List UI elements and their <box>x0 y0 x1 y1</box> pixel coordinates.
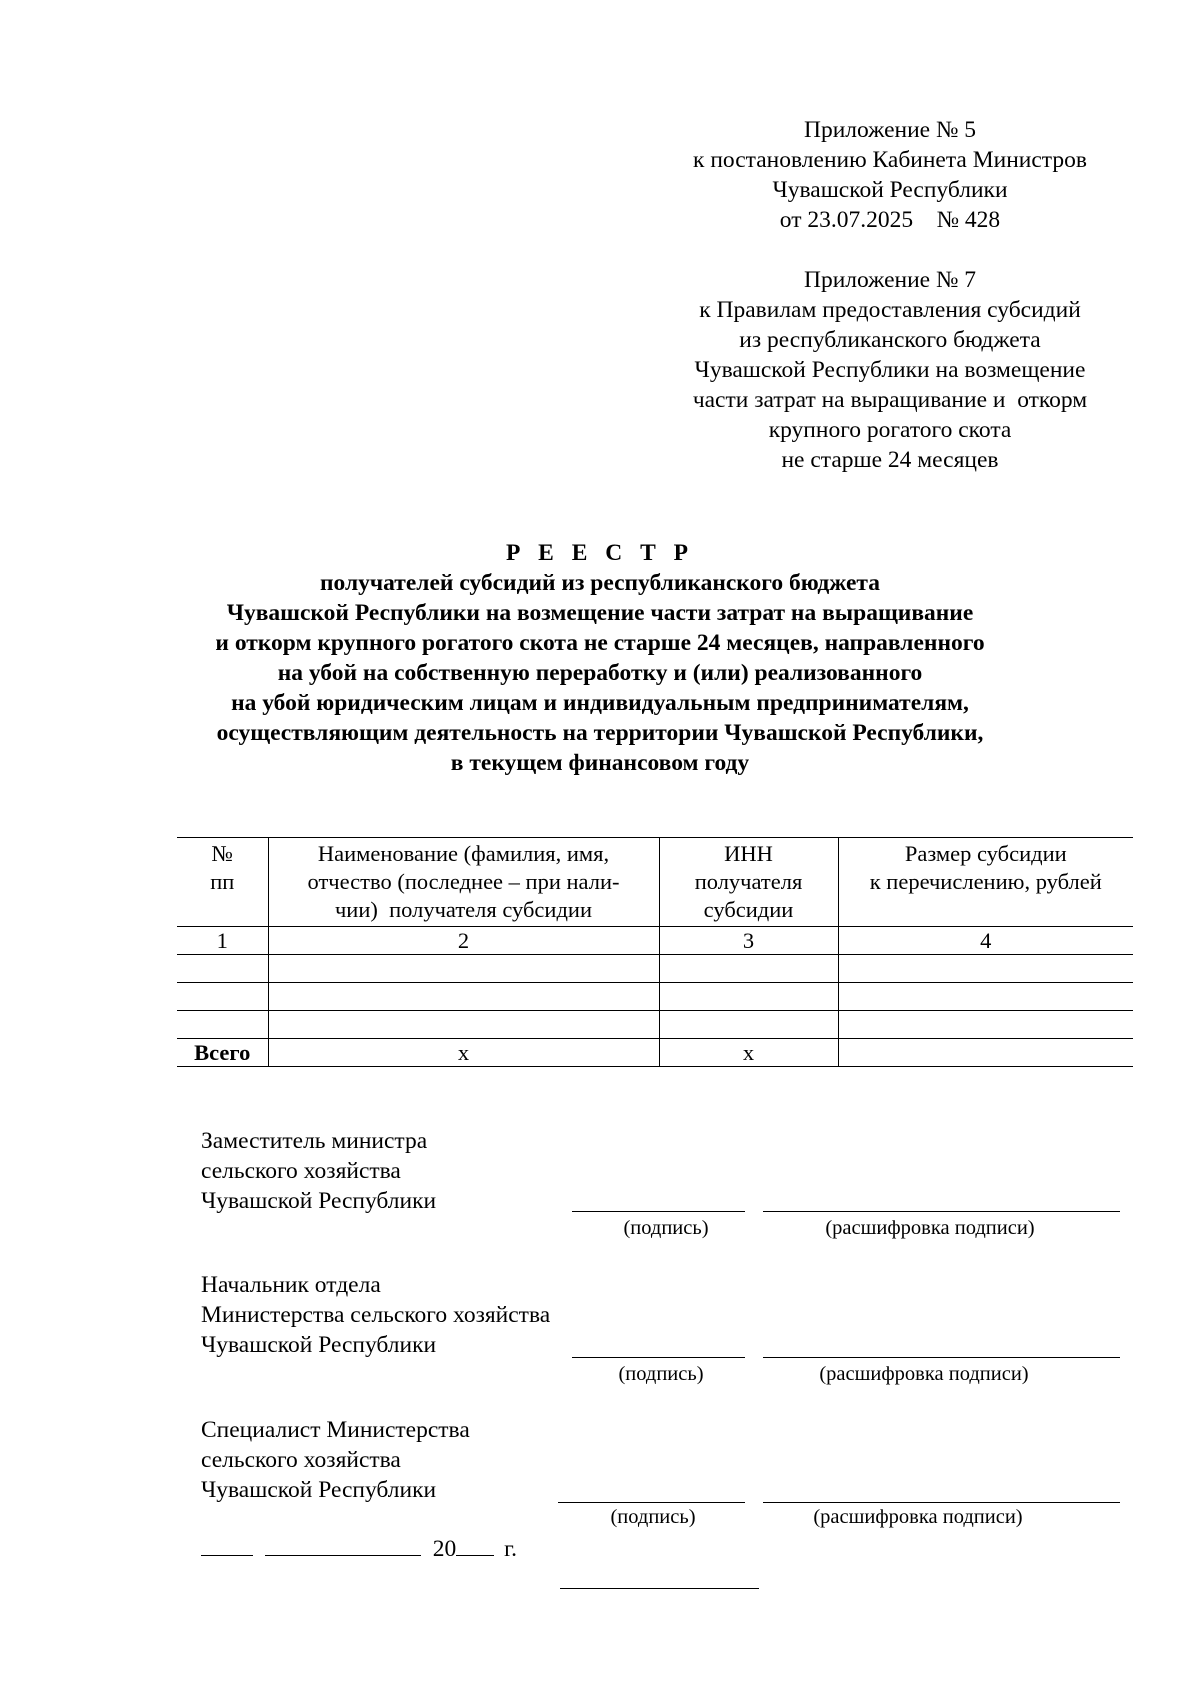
table-cell[interactable] <box>268 955 659 983</box>
column-number-4: 4 <box>838 927 1133 955</box>
appendix-7-line-7: не старше 24 месяцев <box>781 447 999 473</box>
date-year-suffix: г. <box>504 1536 517 1562</box>
appendix-7-line-4: Чувашской Республики на возмещение <box>694 357 1086 383</box>
table-cell[interactable] <box>659 983 838 1011</box>
signatory-deputy-minister: Заместитель министра сельского хозяйства Чувашской Республики <box>201 1128 437 1214</box>
title-line-3: и откорм крупного рогатого скота не старше 24 месяцев, направленного <box>215 630 985 656</box>
registry-heading: Р Е Е С Т Р <box>505 540 695 566</box>
extra-signature-line[interactable] <box>560 1588 759 1589</box>
table-cell[interactable] <box>177 955 268 983</box>
table-header-row <box>177 838 1133 927</box>
date-year-prefix: 20 <box>432 1536 457 1562</box>
title-line-5: на убой юридическим лицам и индивидуальным предпринимателям, <box>231 690 969 716</box>
total-label: Всего <box>177 1039 268 1067</box>
header-number: № пп <box>177 838 268 927</box>
appendix-7-line-5: части затрат на выращивание и откорм <box>692 387 1088 413</box>
appendix-5-republic: Чувашской Республики <box>772 177 1008 203</box>
appendix-5-decree: к постановлению Кабинета Министров <box>693 147 1087 173</box>
column-number-row <box>177 927 1133 955</box>
signature-caption: (подпись) <box>623 1217 709 1239</box>
total-inn-cell: х <box>659 1039 838 1067</box>
column-number-2: 2 <box>268 927 659 955</box>
signature-decode-line[interactable] <box>763 1502 1120 1503</box>
table-row <box>177 983 1133 1011</box>
appendix-7-line-2: к Правилам предоставления субсидий <box>699 297 1081 323</box>
header-inn: ИНН получателя субсидии <box>659 838 838 927</box>
header-subsidy-amount: Размер субсидии к перечислению, рублей <box>838 838 1133 927</box>
table-cell[interactable] <box>659 1011 838 1039</box>
appendix-7-line-6: крупного рогатого скота <box>768 417 1012 443</box>
header-recipient-name: Наименование (фамилия, имя, отчество (последнее – при нали- чии) получателя субсидии <box>268 838 659 927</box>
signature-line[interactable] <box>572 1211 745 1212</box>
table-cell[interactable] <box>838 955 1133 983</box>
signatory-department-head: Начальник отдела Министерства сельского хозяйства Чувашской Республики <box>201 1272 551 1358</box>
column-number-3: 3 <box>659 927 838 955</box>
total-amount-cell[interactable] <box>838 1039 1133 1067</box>
title-line-1: получателей субсидий из республиканского бюджета <box>320 570 880 596</box>
date-month-blank[interactable] <box>265 1533 421 1556</box>
table-row <box>177 955 1133 983</box>
column-number-1: 1 <box>177 927 268 955</box>
table-cell[interactable] <box>177 1011 268 1039</box>
signature-decode-line[interactable] <box>763 1211 1120 1212</box>
signatory-ministry-specialist: Специалист Министерства сельского хозяйства Чувашской Республики <box>201 1417 470 1503</box>
appendix-7-line-3: из республиканского бюджета <box>739 327 1041 353</box>
signature-decode-line[interactable] <box>763 1357 1120 1358</box>
total-row <box>177 1039 1133 1067</box>
title-line-2: Чувашской Республики на возмещение части затрат на выращивание <box>226 600 974 626</box>
signature-line[interactable] <box>558 1502 745 1503</box>
title-line-7: в текущем финансовом году <box>450 750 750 776</box>
table-cell[interactable] <box>268 1011 659 1039</box>
table-cell[interactable] <box>838 983 1133 1011</box>
title-line-6: осуществляющим деятельность на территории Чувашской Республики, <box>216 720 984 746</box>
signature-line[interactable] <box>572 1357 745 1358</box>
appendix-5-number: Приложение № 5 <box>803 117 977 143</box>
table-row <box>177 1011 1133 1039</box>
appendix-7-number: Приложение № 7 <box>803 267 977 293</box>
appendix-5-block <box>640 115 1140 235</box>
date-year-blank[interactable] <box>456 1533 494 1556</box>
signature-decode-caption: (расшифровка подписи) <box>813 1506 1023 1528</box>
date-day-blank[interactable] <box>201 1533 253 1556</box>
signature-caption: (подпись) <box>618 1363 704 1385</box>
date-field <box>201 1533 517 1564</box>
table-cell[interactable] <box>177 983 268 1011</box>
table-cell[interactable] <box>268 983 659 1011</box>
registry-table <box>177 837 1133 1067</box>
signature-decode-caption: (расшифровка подписи) <box>825 1217 1035 1239</box>
table-cell[interactable] <box>838 1011 1133 1039</box>
title-line-4: на убой на собственную переработку и (или) реализованного <box>277 660 923 686</box>
signature-decode-caption: (расшифровка подписи) <box>819 1363 1029 1385</box>
total-name-cell: х <box>268 1039 659 1067</box>
appendix-7-block <box>640 265 1140 475</box>
appendix-5-date: от 23.07.2025 № 428 <box>779 207 1001 233</box>
table-cell[interactable] <box>659 955 838 983</box>
signature-caption: (подпись) <box>610 1506 696 1528</box>
document-title <box>100 538 1100 778</box>
